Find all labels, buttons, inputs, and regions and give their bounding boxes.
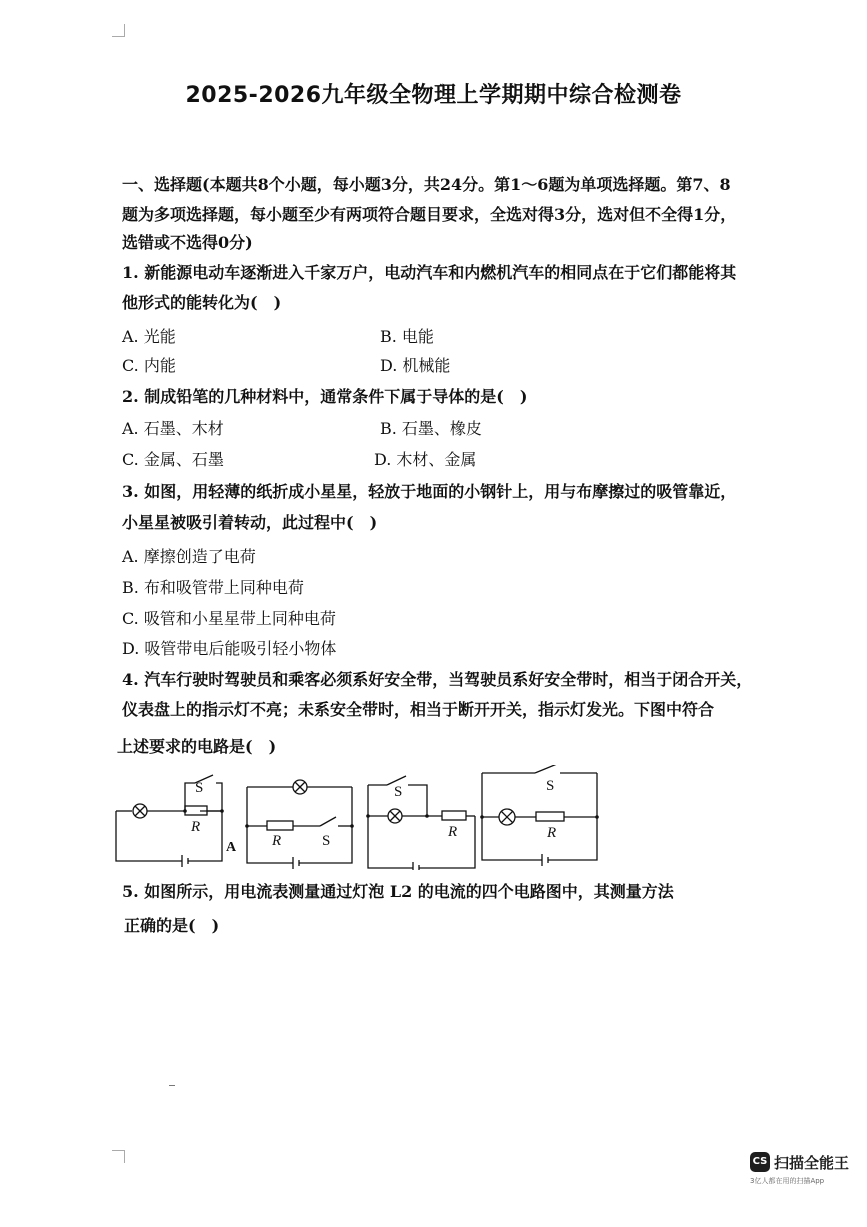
circuit-a-switch-label: S [195,780,204,796]
question-5-stem-line-2: 正确的是( ) [124,916,220,935]
circuit-a [116,775,222,867]
question-1-option-b: B. 电能 [380,327,434,346]
question-4-circuit-diagrams [110,765,610,870]
scanner-brand: 扫描全能王 [774,1154,850,1172]
question-3-option-a: A. 摩擦创造了电荷 [122,547,256,566]
circuit-b [247,780,352,869]
circuit-b-switch-label: S [322,833,331,849]
circuit-b-resistor-label: R [272,833,282,849]
question-2-option-b: B. 石墨、橡皮 [380,419,482,438]
question-1-option-d: D. 机械能 [380,356,451,375]
circuit-a-resistor-label: R [191,819,201,835]
corner-mark-bottom-left [112,1150,125,1163]
question-1-option-a: A. 光能 [122,327,176,346]
question-2-option-d: D. 木材、金属 [374,450,477,469]
section-instructions-line-3: 选错或不选得0分) [122,233,253,252]
question-1-stem-line-1: 1. 新能源电动车逐渐进入千家万户，电动汽车和内燃机汽车的相同点在于它们都能将其 [122,263,737,282]
section-instructions-line-2: 题为多项选择题，每小题至少有两项符合题目要求，全选对得3分，选对但不全得1分， [122,205,737,224]
question-4-stem-line-1: 4. 汽车行驶时驾驶员和乘客必须系好安全带，当驾驶员系好安全带时，相当于闭合开关， [122,670,753,689]
scan-speck [169,1085,175,1086]
section-instructions-line-1: 一、选择题(本题共8个小题，每小题3分，共24分。第1～6题为单项选择题。第7、8 [122,175,731,194]
question-3-option-b: B. 布和吸管带上同种电荷 [122,578,304,597]
question-1-stem-line-2: 他形式的能转化为( ) [122,293,282,312]
circuit-a-option-letter: A [226,840,237,855]
circuit-c [368,776,475,870]
question-1-option-c: C. 内能 [122,356,176,375]
question-5-stem-line-1: 5. 如图所示，用电流表测量通过灯泡 L2 的电流的四个电路图中，其测量方法 [122,882,674,901]
question-3-stem-line-1: 3. 如图，用轻薄的纸折成小星星，轻放于地面的小钢针上，用与布摩擦过的吸管靠近， [122,482,737,501]
circuit-d-switch-label: S [546,778,555,794]
question-3-stem-line-2: 小星星被吸引着转动，此过程中( ) [122,513,378,532]
question-2-stem: 2. 制成铅笔的几种材料中，通常条件下属于导体的是( ) [122,387,528,406]
question-2-option-a: A. 石墨、木材 [122,419,224,438]
circuit-d-resistor-label: R [547,825,557,841]
circuit-c-switch-label: S [394,784,403,800]
question-4-stem-line-2: 仪表盘上的指示灯不亮；未系安全带时，相当于断开开关，指示灯发光。下图中符合 [122,700,715,719]
question-3-option-c: C. 吸管和小星星带上同种电荷 [122,609,336,628]
scanner-tagline: 3亿人都在用的扫描App [750,1177,825,1185]
question-4-stem-line-3: 上述要求的电路是( ) [117,737,277,756]
question-2-option-c: C. 金属、石墨 [122,450,224,469]
page-title: 2025-2026九年级全物理上学期期中综合检测卷 [185,83,682,108]
corner-mark-top-left [112,24,125,37]
question-3-option-d: D. 吸管带电后能吸引轻小物体 [122,639,337,658]
circuit-c-resistor-label: R [448,824,458,840]
circuit-d [482,765,597,866]
scanner-logo-icon: CS [750,1152,770,1172]
